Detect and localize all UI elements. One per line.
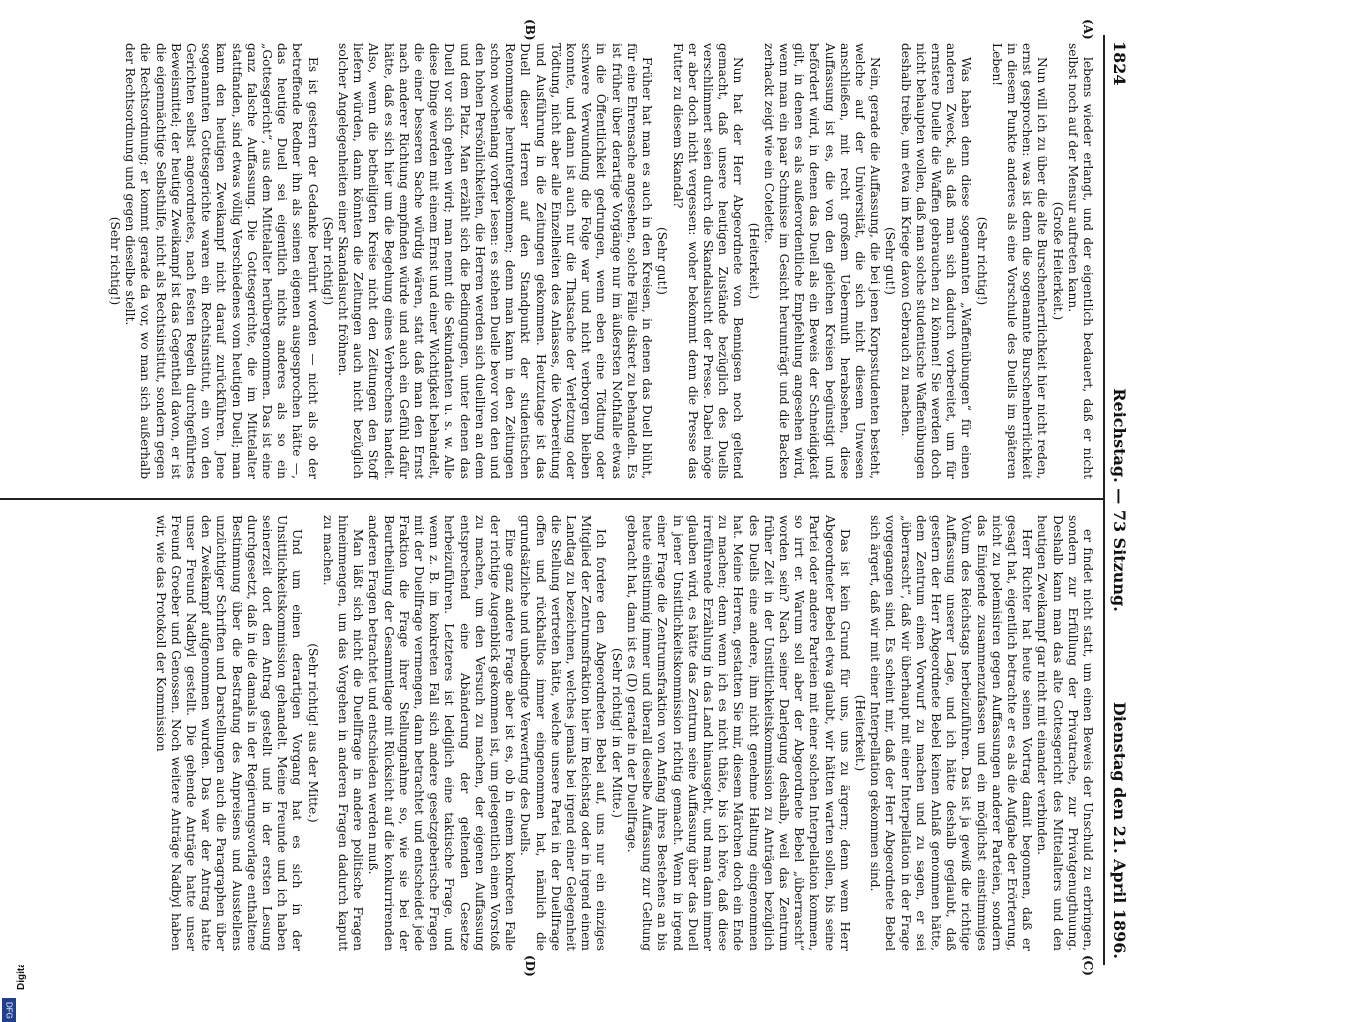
- paragraph: Ich fordere den Abgeordneten Bebel auf, uns nur ein einziges Mitglied der Zentrumsfraktion hier im Reichstag oder in irgend einem Landtag zu bezeichnen, welches jemals bei irgend einer Gelegenheit die Stellung vertreten hätte, welche unsere Partei in der Duellfrage offen und rückhaltlos immer eingenommen hat, nämlich die grundsätzliche und unbedingte Verwerfung des Duells.: [518, 515, 609, 951]
- paragraph: Nun hat der Herr Abgeordnete von Bennigsen noch geltend gemacht, daß unsere heutigen Zustände bezüglich des Duells verschlimmert seien durch die Skandalsucht der Presse. Dabei möge er aber doch nicht vergessen: woher bekommt denn die Presse das Futter zu diesem Skandal?: [670, 43, 746, 479]
- paragraph: Was haben denn diese sogenannten „Waffenübungen“ für einen anderen Zweck, als daß man sich dadurch vorbereitet, um für ernstere Duelle die Waffen gebrauchen zu können! Sie werden doch nicht behaupten wollen, daß man solche studentische Waffenübungen deshalb treibe, um etwa im Kriege davon Gebrauch zu machen.: [898, 43, 974, 479]
- paragraph: (Sehr gut!): [655, 226, 670, 296]
- newspaper-sheet: [0, 19, 1147, 977]
- margin-marker-c: (C): [1081, 955, 1095, 976]
- paragraph: (Heiterkeit.): [746, 222, 761, 300]
- paragraph: (Sehr gut!): [883, 226, 898, 296]
- margin-marker-b: (B): [523, 19, 537, 41]
- paragraph: Herr Richter hat heute seinen Vortrag damit begonnen, daß er gesagt hat, eigentlich betrachte er es als die Aufgabe der Erörterung, nicht zu polemisiren gegen Auffassungen anderer Parteien, sondern das Einigende zusammenzufassen und ein möglichst einstimmiges Votum des Reichstags herbeizuführen. Das ist ja gewiß die richtige Auffassung unserer Lage, und ich hätte deshalb geglaubt, daß gestern der Herr Abgeordnete Bebel keinen Anlaß genommen hätte, dem Zentrum einen Vorwurf zu machen und zu sagen, er sei „überrascht“, daß wir überhaupt mit einer Interpellation in der Frage vorgegangen sind. Es scheint mir, daß der Herr Abgeordnete Bebel sich ärgert, daß wir mit einer Interpellation gekommen sind.: [868, 515, 1035, 951]
- paragraph: Und um einen derartigen Vorgang hat es sich in der Unsittlichkeitskommission gehandelt. Meine Freunde und ich haben seinerzeit dort den Antrag gestellt und in der ersten Lesung durchgesetzt, daß in die damals in der Regierungsvorlage enthaltene Bestimmung über die Bestrafung des Anpreisens und Ausstellens unzüchtiger Schriften und Darstellungen auch die Paragraphen über den Zweikampf aufgenommen wurden. Das war der Antrag hatte unser Freund Nadbyl gestellt. Die gehende Anträge hatte unser Freund Groeber und Genossen. Noch weitere Anträge Nadbyl haben wir, wie das Protokoll der Kommission: [153, 515, 305, 951]
- left-column: [107, 43, 1095, 479]
- paragraph: Nein, gerade die Auffassung, die bei jenen Korpsstudenten besteht, welche auf der Universität, die sich nicht diesem Unwesen anschließen, mit recht großem Uebermuth herabsehen, diese Auffassung ist es, die von den gleichen Kreisen begünstigt und befördert wird, in denen das Duell als ein Beweis der Schneidigkeit gilt, in denen es als außerordentliche Empfehlung angesehen wird, wenn man ein paar Schmisse im Gesicht herumträgt und die Backen zerhackt zeigt wie ein Cotelette.: [761, 43, 883, 479]
- page-date: Dienstag den 21. April 1896.: [1110, 701, 1129, 959]
- paragraph: (Sehr richtig!): [108, 216, 122, 306]
- paragraph: Nun will ich zu über die alte Burschenherrlichkeit hier nicht reden, ernst gesprochen: was ist denn die sogenannte Burschenherrlichkeit in diesem Punkte anderes als eine Vorschule des Duells im späteren Leben!: [989, 43, 1050, 479]
- paragraph: Das ist kein Grund für uns, uns zu ärgern; denn wenn Herr Abgeordneter Bebel etwa glaubt, wir hätten warten sollen, bis seine Partei oder andere Parteien mit einer solchen Interpellation kommen, so irrt er. Warum soll aber der Abgeordnete Bebel „überrascht“ worden sein? Nach seiner Darlegung deshalb, weil das Zentrum früher Zeit in der Unsittlichkeitskommission zu Anträgen bezüglich des Duells eine andere, ihm nicht genehme Haltung eingenommen hat. Meine Herren, gestatten Sie mir, diesem Märchen doch ein Ende zu machen; denn wenn ich es nicht thäte, bis ich höre, daß diese irreführende Erzählung in das Land hinausgeht, und man dann immer glauben wird, es hätte das Zentrum seine Auffassung über das Duell in jener Unsittlichkeitskommission richtig gemacht. Wenn in irgend einer Frage die Zentrumsfraktion von Anfang ihres Bestehens an bis heute einstimmig immer und überall dieselbe Auffassung zur Geltung gebracht hat, dann ist es (D) gerade in der Duellfrage.: [624, 515, 852, 951]
- right-column: [152, 515, 1095, 951]
- paragraph: (Sehr richtig!): [974, 216, 989, 306]
- paragraph: Es ist gestern der Gedanke berührt worden — nicht als ob der betreffende Redner ihn als seinen eigenen ausgesprochen hätte —, das heutige Duell sei eigentlich nichts anderes als so ein „Gottesgericht“, aus dem Mittelalter herübergenommen. Das ist eine ganz falsche Auffassung. Die Gottesgerichte, die im Mittelalter stattfanden, sind etwas völlig Verschiedenes vom heutigen Duell; man kann den heutigen Zweikampf nicht darauf zurückführen. Jene sogenannten Gottesgerichte waren ein Rechtsinstitut, ein von den Gerichten selbst angeordnetes, nach festen Regeln durchgeführtes Beweismittel; der heutige Zweikampf ist das Gegentheil davon, er ist die eigenmächtige Selbsthilfe, nicht als Rechtsinstitut, sondern gegen die Rechtsordnung; er kommt gerade da vor, wo man sich außerhalb der Rechtsordnung und gegen dieselbe stellt.: [123, 43, 320, 479]
- paragraph: (Sehr richtig! aus der Mitte.): [305, 643, 320, 823]
- margin-marker-d: (D): [523, 955, 537, 977]
- dfg-logo: DFG: [2, 998, 16, 1022]
- margin-marker-a: (A): [1081, 19, 1095, 40]
- paragraph: Man läßt sich nicht die Duellfrage in andere politische Fragen hineinmengen, um das Vorgehen in anderen Fragen dadurch kaputt zu machen.: [320, 515, 366, 951]
- page-title: Reichstag. — 73 Sitzung.: [1110, 388, 1129, 612]
- paragraph: Früher hat man es auch in den Kreisen, in denen das Duell blüht, für eine Ehrensache angesehen, solche Fälle diskret zu behandeln. Es ist früher über derartige Vorgänge nur im äußersten Nothfalle etwas in die Öffentlichkeit gedrungen, wenn eben eine Tödtung oder schwere Verwundung die Folge war und nicht verborgen bleiben konnte, und dann ist auch nur die Thatsache der Verletzung oder Tödtung, nicht aber alle Einzelheiten des Anlasses, die Vorbereitung und Ausführung in die Zeitungen gekommen. Heutzutage ist das Duell dieser Herren auf den Standpunkt der studentischen Renommage heruntergekommen; denn man kann in den Zeitungen schon wochenlang vorher lesen: es stehen Duelle bevor von den und den hohen Persönlichkeiten, die Herren werden sich duelliren an dem und dem Platz. Man erzählt sich die Bedingungen, unter denen das Duell vor sich gehen wird; man nennt die Sekundanten u. s. w. Alle diese Dinge werden mit einem Ernst und einer Wichtigkeit behandelt, die einer besseren Sache würdig wären, statt daß man den Ernst nach anderer Richtung empfinden würde und auch ein Gefühl dafür hätte, daß es sich hier um die Begehung eines Verbrechens handelt. Also, wenn die betheiligten Kreise nicht den Zeitungen den Stoff liefern würden, dann könnten die Zeitungen auch nicht bezüglich solcher Angelegenheiten einer Skandalsucht fröhnen.: [336, 43, 655, 479]
- page-header: [1107, 35, 1129, 965]
- paragraph: (Sehr richtig! in der Mitte.): [609, 648, 624, 818]
- column-separator: [0, 498, 1103, 500]
- paragraph: er findet nicht statt, um einen Beweis der Unschuld zu erbringen, sondern zur Erfüllung der Privatrache, zur Privatgenugthuung. Deshalb kann man das alte Gottesgericht des Mittelalters und den heutigen Zweikampf gar nicht mit einander verbinden.: [1035, 515, 1095, 951]
- paragraph: lebens wieder erlangt, und der eigentlich bedauert, daß er nicht selbst noch auf der Mensur auftreten kann.: [1065, 43, 1095, 479]
- paragraph: Eine ganz andere Frage aber ist es, ob in einem konkreten Falle der richtige Augenblick gekommen ist, um gelegentlich einen Vorstoß zu machen, um den Versuch zu machen, der eigenen Auffassung entsprechend eine Abänderung der geltenden Gesetze herbeizuführen. Letzteres ist lediglich eine taktische Frage, und wenn z. B. im konkreten Fall sich andere gesetzgeberische Fragen mit der Duellfrage vermengen, dann betrachtet und entscheidet jede Fraktion die Frage ihrer Stellungnahme so, wie sie bei der Beurtheilung der Gesammtlage mit Rücksicht auf die konkurrirenden anderen Fragen betrachtet und entschieden werden muß.: [366, 515, 518, 951]
- paragraph: (Große Heiterkeit.): [1050, 201, 1065, 321]
- page-number: 1824: [1110, 41, 1129, 86]
- header-rule: [1103, 35, 1105, 965]
- paragraph: (Sehr richtig!): [320, 216, 335, 306]
- paragraph: (Heiterkeit.): [852, 694, 867, 772]
